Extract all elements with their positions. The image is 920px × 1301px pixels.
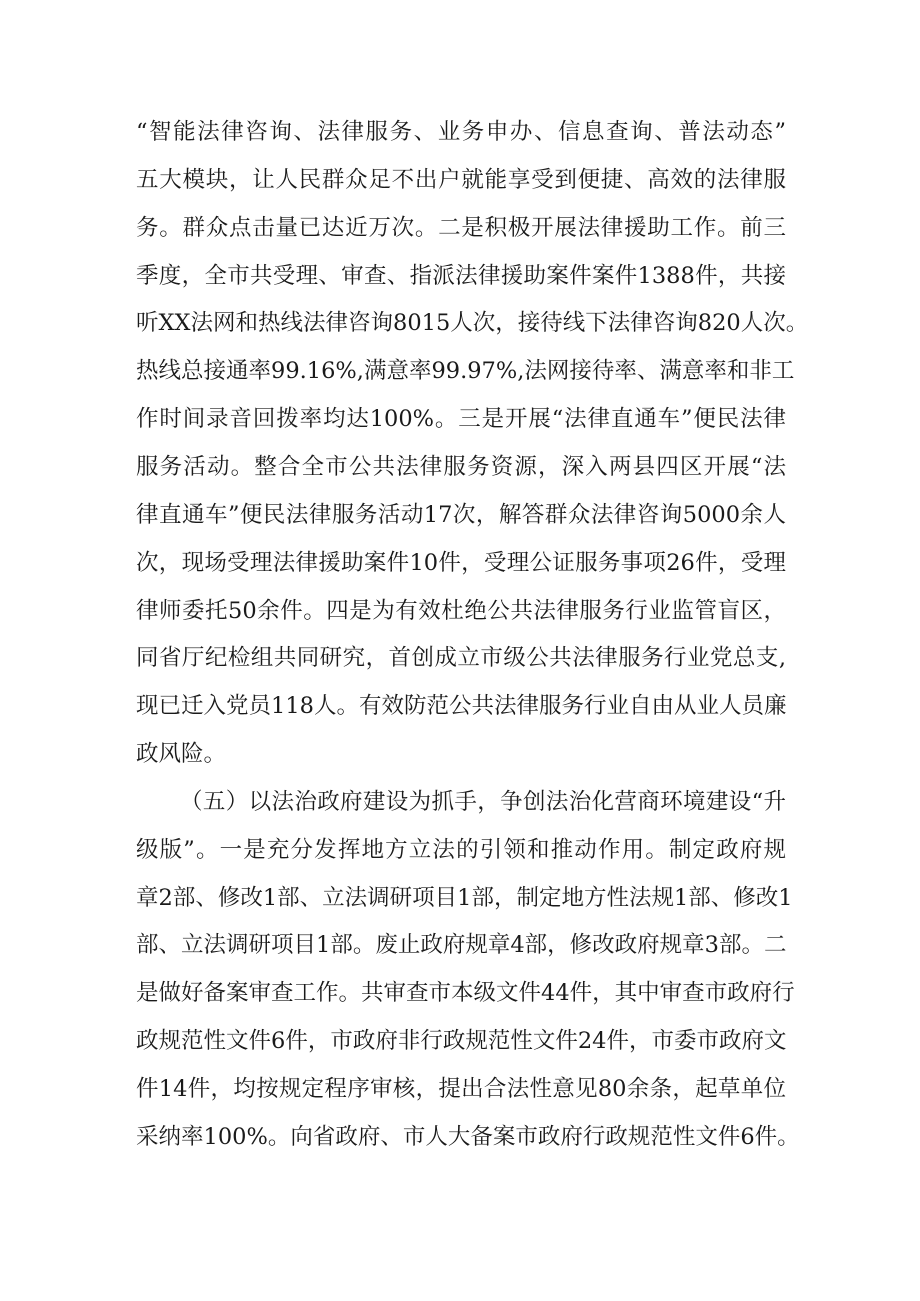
text-line: 次，现场受理法律援助案件10件，受理公证服务事项26件，受理 (136, 550, 786, 576)
text-line: 律直通车”便民法律服务活动17次，解答群众法律咨询5000余人 (136, 502, 786, 528)
text-line: 件14件，均按规定程序审核，提出合法性意见80余条，起草单位 (136, 1076, 786, 1102)
text-line: 级版”。一是充分发挥地方立法的引领和推动作用。制定政府规 (136, 837, 786, 863)
text-line: 政风险。 (136, 741, 227, 767)
text-line: 采纳率100%。向省政府、市人大备案市政府行政规范性文件6件。 (136, 1124, 800, 1150)
text-line: 现已迁入党员118人。有效防范公共法律服务行业自由从业人员廉 (136, 693, 787, 719)
section-heading-line: （五）以法治政府建设为抓手，争创法治化营商环境建设“升 (180, 789, 786, 815)
text-line: 热线总接通率99.16%,满意率99.97%,法网接待率、满意率和非工 (136, 358, 795, 384)
text-line: 部、立法调研项目1部。废止政府规章4部，修改政府规章3部。二 (136, 932, 787, 958)
text-line: 听XX法网和热线法律咨询8015人次，接待线下法律咨询820人次。 (136, 310, 809, 336)
text-line: 是做好备案审查工作。共审查市本级文件44件，其中审查市政府行 (136, 980, 795, 1006)
text-line: 章2部、修改1部、立法调研项目1部，制定地方性法规1部、修改1 (136, 885, 793, 911)
text-line: 同省厅纪检组共同研究，首创成立市级公共法律服务行业党总支, (136, 645, 786, 671)
text-line: “智能法律咨询、法律服务、业务申办、信息查询、普法动态” (136, 119, 786, 145)
text-line: 政规范性文件6件，市政府非行政规范性文件24件，市委市政府文 (136, 1028, 787, 1054)
text-line: 五大模块，让人民群众足不出户就能享受到便捷、高效的法律服 (136, 167, 786, 193)
text-line: 服务活动。整合全市公共法律服务资源，深入两县四区开展“法 (136, 454, 786, 480)
text-line: 季度，全市共受理、审查、指派法律援助案件案件1388件，共接 (136, 263, 786, 289)
text-line: 作时间录音回拨率均达100%。三是开展“法律直通车”便民法律 (136, 406, 786, 432)
text-line: 律师委托50余件。四是为有效杜绝公共法律服务行业监管盲区， (136, 598, 786, 624)
text-line: 务。群众点击量已达近万次。二是积极开展法律援助工作。前三 (136, 215, 786, 241)
